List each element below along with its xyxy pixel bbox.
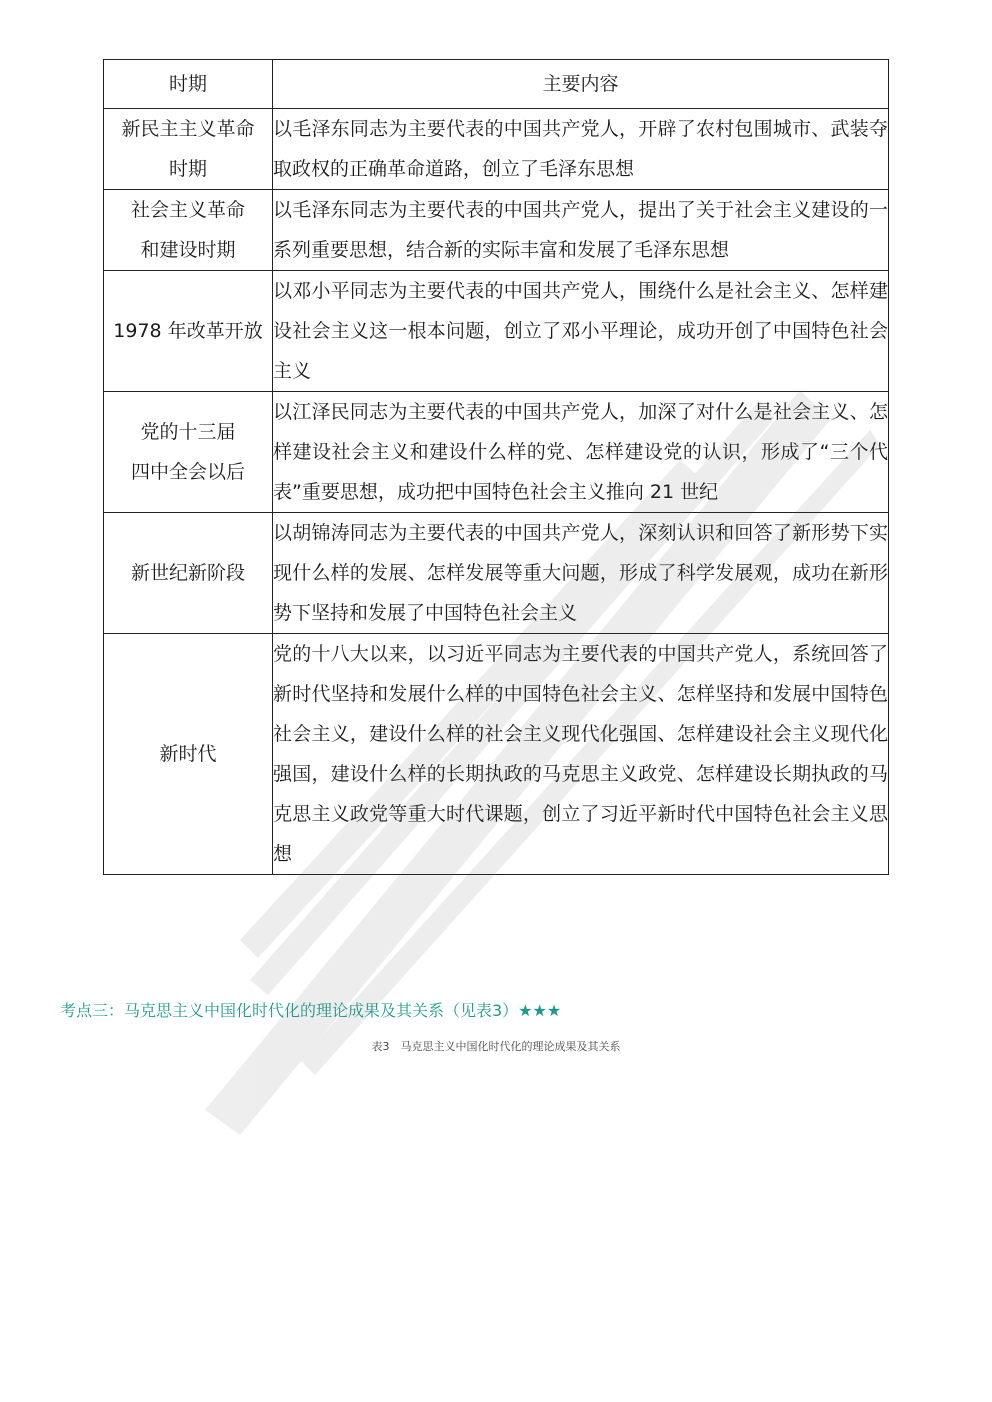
- period-line: 新时代: [159, 743, 217, 765]
- content-cell: 以胡锦涛同志为主要代表的中国共产党人，深刻认识和回答了新形势下实现什么样的发展、怎样发展等重大问题，形成了科学发展观，成功在新形势下坚持和发展了中国特色社会主义: [273, 513, 889, 634]
- period-cell: [104, 634, 273, 875]
- table-caption: 表3 马克思主义中国化时代化的理论成果及其关系: [371, 1040, 621, 1053]
- header-content: 主要内容: [273, 60, 889, 109]
- section-title: 考点三：马克思主义中国化时代化的理论成果及其关系（见表3）★★★: [60, 1001, 562, 1020]
- period-line: 四中全会以后: [130, 461, 245, 483]
- table-row: [104, 392, 889, 513]
- table-row: [104, 634, 889, 875]
- period-cell: [104, 513, 273, 634]
- table-row: [104, 271, 889, 392]
- table-row: [104, 513, 889, 634]
- content-cell: 党的十八大以来，以习近平同志为主要代表的中国共产党人，系统回答了新时代坚持和发展什么样的中国特色社会主义、怎样坚持和发展中国特色社会主义，建设什么样的社会主义现代化强国、怎样建设社会主义现代化强国，建设什么样的长期执政的马克思主义政党、怎样建设长期执政的马克思主义政党等重大时代课题，创立了习近平新时代中国特色社会主义思想: [273, 634, 889, 875]
- period-line: 1978 年改革开放: [113, 320, 263, 342]
- period-cell: [104, 109, 273, 190]
- header-period: 时期: [104, 60, 273, 109]
- period-line: 新民主主义革命: [121, 118, 255, 140]
- period-cell: [104, 392, 273, 513]
- periods-table: [103, 59, 889, 875]
- period-cell: [104, 271, 273, 392]
- period-line: 和建设时期: [140, 239, 236, 261]
- period-line: 时期: [168, 158, 207, 180]
- content-cell: 以江泽民同志为主要代表的中国共产党人，加深了对什么是社会主义、怎样建设社会主义和建设什么样的党、怎样建设党的认识，形成了“三个代表”重要思想，成功把中国特色社会主义推向 21 世纪: [273, 392, 889, 513]
- period-cell: [104, 190, 273, 271]
- content-cell: 以毛泽东同志为主要代表的中国共产党人，开辟了农村包围城市、武装夺取政权的正确革命道路，创立了毛泽东思想: [273, 109, 889, 190]
- content-cell: 以毛泽东同志为主要代表的中国共产党人，提出了关于社会主义建设的一系列重要思想，结合新的实际丰富和发展了毛泽东思想: [273, 190, 889, 271]
- period-line: 党的十三届: [140, 421, 236, 443]
- table-header-row: [104, 60, 889, 109]
- period-line: 社会主义革命: [130, 199, 245, 221]
- period-line: 新世纪新阶段: [130, 562, 245, 584]
- table-row: [104, 109, 889, 190]
- content-cell: 以邓小平同志为主要代表的中国共产党人，围绕什么是社会主义、怎样建设社会主义这一根本问题，创立了邓小平理论，成功开创了中国特色社会主义: [273, 271, 889, 392]
- table-row: [104, 190, 889, 271]
